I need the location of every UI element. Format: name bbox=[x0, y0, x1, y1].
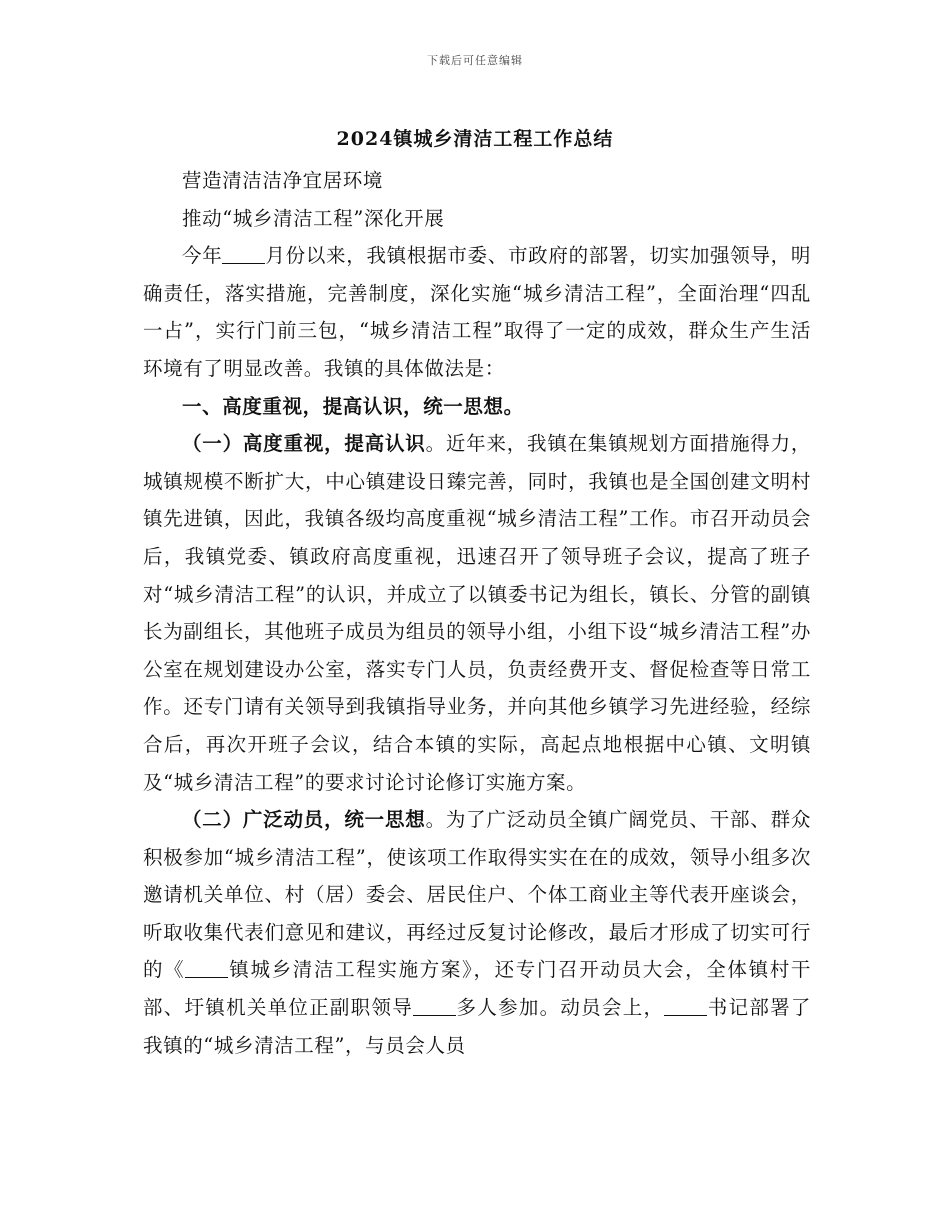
subsection-2-text-d: 书记部署了我镇的“城乡清洁工程”，与员会人员 bbox=[143, 996, 811, 1057]
intro-text-b: 月份以来，我镇根据市委、市政府的部署，切实加强领导，明确责任，落实措施，完善制度，深化实施“城乡清洁工程”，全面治理“四乱一占”，实行门前三包，“城乡清洁工程”取得了一定的成效，群众生产生活环境有了明显改善。我镇的具体做法是： bbox=[143, 244, 811, 380]
subsection-1-heading: （一）高度重视，提高认识 bbox=[182, 432, 426, 456]
subsection-2-paragraph bbox=[143, 801, 811, 1064]
document-body bbox=[143, 162, 811, 1064]
subsection-1-text: 。近年来，我镇在集镇规划方面措施得力，城镇规模不断扩大，中心镇建设日臻完善，同时，我镇也是全国创建文明村镇先进镇，因此，我镇各级均高度重视“城乡清洁工程”工作。市召开动员会后，我镇党委、镇政府高度重视，迅速召开了领导班子会议，提高了班子对“城乡清洁工程”的认识，并成立了以镇委书记为组长，镇长、分管的副镇长为副组长，其他班子成员为组员的领导小组，小组下设“城乡清洁工程”办公室在规划建设办公室，落实专门人员，负责经费开支、督促检查等日常工作。还专门请有关领导到我镇指导业务，并向其他乡镇学习先进经验，经综合后，再次开班子会议，结合本镇的实际，高起点地根据中心镇、文明镇及“城乡清洁工程”的要求讨论讨论修订实施方案。 bbox=[143, 432, 811, 794]
subsection-2-text-b: 镇城乡清洁工程实施方案》，还专门召开动员大会，全体镇村干部、圩镇机关单位正副职领导 bbox=[143, 958, 811, 1020]
subtitle-line-1: 营造清洁洁净宜居环境 bbox=[182, 169, 384, 192]
subsection-2-text-a: 。为了广泛动员全镇广阔党员、干部、群众积极参加“城乡清洁工程”，使该项工作取得实实在在的成效，领导小组多次邀请机关单位、村（居）委会、居民住户、个体工商业主等代表开座谈会，听取收集代表们意见和建议，再经过反复讨论修改，最后才形成了切实可行的《 bbox=[143, 808, 811, 982]
blank-underline bbox=[222, 246, 265, 265]
blank-underline bbox=[664, 998, 707, 1017]
subsection-2-heading: （二）广泛动员，统一思想 bbox=[182, 808, 426, 832]
page-header-note: 下载后可任意编辑 bbox=[427, 54, 523, 67]
section-1-heading: 一、高度重视，提高认识，统一思想。 bbox=[182, 394, 524, 418]
blank-underline bbox=[413, 998, 456, 1017]
blank-underline bbox=[185, 960, 228, 979]
intro-paragraph bbox=[143, 237, 811, 387]
intro-text-a: 今年 bbox=[182, 244, 223, 268]
document-title: 2024镇城乡清洁工程工作总结 bbox=[336, 128, 614, 150]
subsection-1-paragraph bbox=[143, 425, 811, 801]
subtitle-line-2: 推动“城乡清洁工程”深化开展 bbox=[182, 206, 445, 230]
subsection-2-text-c: 多人参加。动员会上， bbox=[455, 996, 665, 1020]
